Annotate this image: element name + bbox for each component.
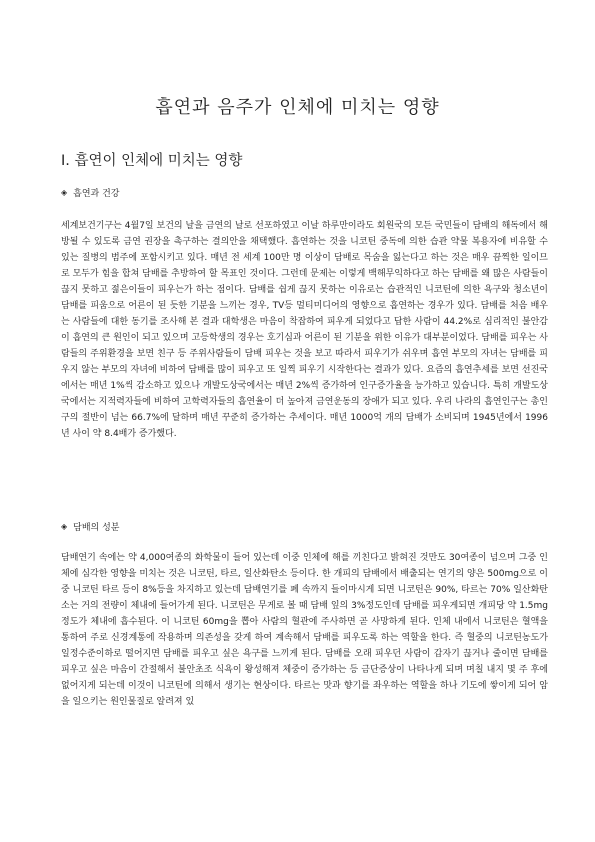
subsection-title: 담배의 성분 (73, 523, 120, 533)
subsection-heading-tobacco-components (61, 520, 120, 533)
paragraph-tobacco-components: 담배연기 속에는 약 4,000여종의 화학물이 들어 있는데 이중 인체에 해를 끼친다고 밝혀진 것만도 30여종이 넘으며 그중 인체에 심각한 영향을 미치는 것은 니코틴, 타르, 일산화탄소 등이다. 한 개피의 담배에서 배출되는 연기의 양은 500mg으로 이중 니코틴 타르 등이 8%등을 차지하고 있는데 담배연기를 폐 속까지 들이마시게 되면 니코틴은 90%, 타르는 70% 일산화탄소는 거의 전량이 체내에 들어가게 된다. 니코틴은 무게로 볼 때 담배 잎의 3%정도인데 담배를 피우게되면 개피당 약 1.5mg정도가 체내에 흡수된다. 이 니코틴 60mg을 뽑아 사람의 혈관에 주사하면 곧 사망하게 된다. 인체 내에서 니코틴은 혈액을 통하여 주로 신경계통에 작용하며 의존성을 갖게 하여 계속해서 담배를 피우도록 하는 역할을 한다. 즉 혈중의 니코틴농도가 일정수준이하로 떨어지면 담배를 피우고 싶은 욕구를 느끼게 된다. 담배를 오래 피우던 사람이 갑자기 끊거나 줄이면 담배를 피우고 싶은 마음이 간절해서 불안초조 식욕이 왕성해져 체중이 증가하는 등 금단증상이 나타나게 되며 며칠 내지 몇 주 후에 없어지게 되는데 이것이 니코틴에 의해서 생기는 현상이다. 타르는 맛과 향기를 좌우하는 역할을 하나 기도에 쌓이게 되어 암을 일으키는 원인물질로 알려져 있 (61, 553, 548, 707)
document-title: 흡연과 음주가 인체에 미치는 영향 (155, 97, 440, 118)
section-heading: Ⅰ. 흡연이 인체에 미치는 영향 (61, 153, 243, 169)
subsection-heading-smoking-health (61, 186, 120, 199)
subsection-title: 흡연과 건강 (73, 189, 120, 199)
diamond-bullet-icon: ◈ (61, 521, 68, 531)
diamond-bullet-icon: ◈ (61, 187, 68, 197)
paragraph-smoking-health: 세계보건기구는 4월7일 보건의 날을 금연의 날로 선포하였고 이날 하루만이라도 회원국의 모든 국민들이 담배의 해독에서 해방될 수 있도록 금연 권장을 촉구하는 결의안을 채택했다. 흡연하는 것을 니코틴 중독에 의한 습관 약물 복용자에 비유할 수 있는 질병의 범주에 포함시키고 있다. 매년 전 세계 100만 명 이상이 담배로 목숨을 잃는다고 하는 것은 매우 끔찍한 일이므로 모두가 힘을 합쳐 담배를 추방하여 할 목표인 것이다. 그런데 문제는 이렇게 백해무익하다고 하는 담배를 왜 많은 사람들이 끊지 못하고 젊은이들이 피우는가 하는 점이다. 담배를 쉽게 끊지 못하는 이유로는 습관적인 니코틴에 의한 욕구와 청소년이 담배를 피움으로 어른이 된 듯한 기분을 느끼는 경우, TV등 멀티미디어의 영향으로 흡연하는 경우가 있다. 담배를 처음 배우는 사람들에 대한 동기를 조사해 본 결과 대학생은 마음이 착잡하여 피우게 되었다고 답한 사람이 44.2%로 심리적인 불안감이 흡연의 큰 원인이 되고 있으며 고등학생의 경우는 호기심과 어른이 된 기분을 위한 이유가 대부분이었다. 담배를 피우는 사람들의 주위환경을 보면 친구 등 주위사람들이 담배 피우는 것을 보고 따라서 피우기가 쉬우며 흡연 부모의 자녀는 담배를 피우지 않는 부모의 자녀에 비하여 담배를 많이 피우고 또 일찍 피우기 시작한다는 결과가 있다. 요즘의 흡연추세를 보면 선진국에서는 매년 1%씩 감소하고 있으나 개발도상국에서는 매년 2%씩 증가하여 인구증가율을 능가하고 있습니다. 특히 개발도상국에서는 지적력자들에 비하여 고학력자들의 흡연율이 더 높아져 금연운동의 장애가 되고 있다. 우리 나라의 흡연인구는 총인구의 절반이 넘는 66.7%에 달하며 매년 꾸준히 증가하는 추세이다. 매년 1000억 개의 담배가 소비되며 1945년에서 1996년 사이 약 8.4배가 증가했다. (61, 221, 548, 439)
